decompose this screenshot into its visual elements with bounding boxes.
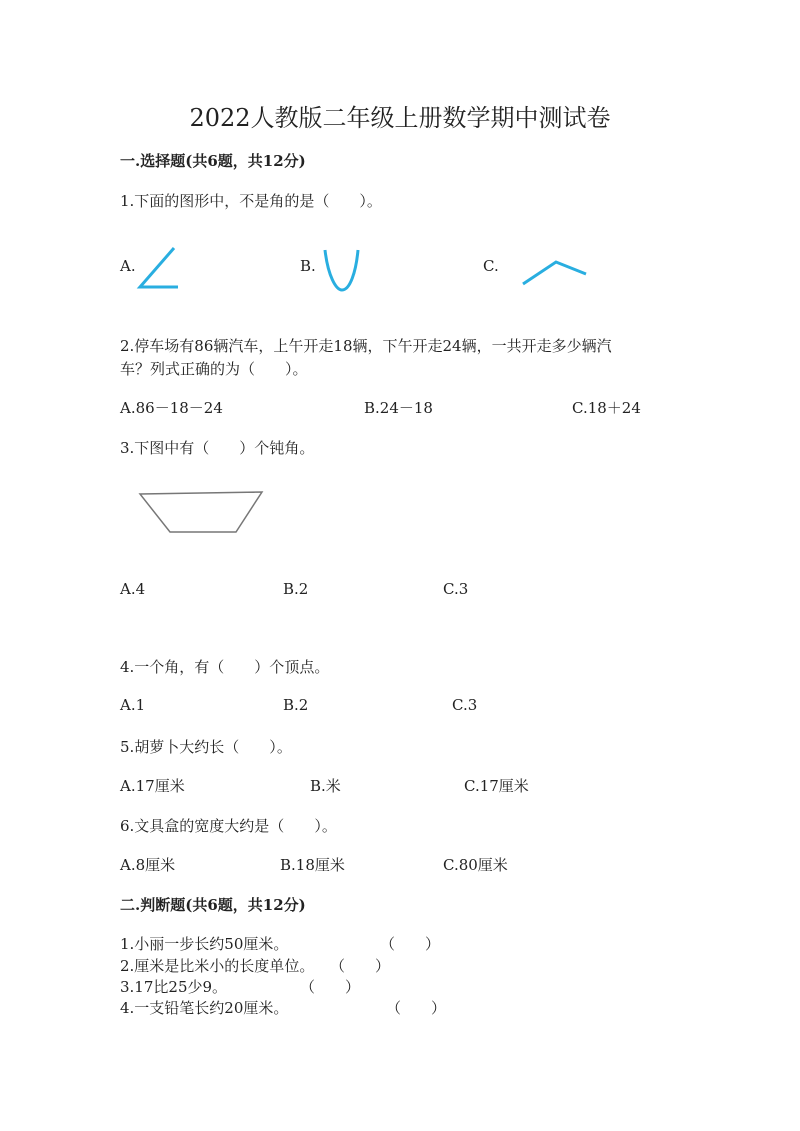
question-3: 3.下图中有（ ）个钝角。 <box>120 439 315 457</box>
angle-figure-a <box>136 244 182 290</box>
q2-option-a: A.86－18－24 <box>120 399 223 417</box>
question-6: 6.文具盒的宽度大约是（ ）。 <box>120 817 337 835</box>
curve-figure-b <box>322 248 362 294</box>
question-2-line-1: 2.停车场有86辆汽车，上午开走18辆，下午开走24辆，一共开走多少辆汽 <box>120 337 612 355</box>
q5-option-c: C.17厘米 <box>464 777 529 795</box>
question-1: 1.下面的图形中，不是角的是（ ）。 <box>120 192 382 210</box>
section-heading-judgement: 二.判断题(共6题，共12分) <box>120 896 306 914</box>
question-4: 4.一个角，有（ ）个顶点。 <box>120 658 330 676</box>
q2-option-c: C.18＋24 <box>572 399 641 417</box>
section-heading-choice: 一.选择题(共6题，共12分) <box>120 152 306 170</box>
q1-option-c: C. <box>483 257 499 275</box>
judge-item-4-blank: （ ） <box>386 999 447 1017</box>
q1-option-b: B. <box>300 257 316 275</box>
q3-option-b: B.2 <box>283 580 309 598</box>
trapezoid-figure <box>138 490 266 536</box>
q5-option-b: B.米 <box>310 777 341 795</box>
q3-option-a: A.4 <box>120 580 146 598</box>
q4-option-b: B.2 <box>283 696 309 714</box>
judge-item-4-text: 4.一支铅笔长约20厘米。 <box>120 999 289 1017</box>
judge-item-3-text: 3.17比25少9。 <box>120 978 228 996</box>
q4-option-a: A.1 <box>120 696 146 714</box>
q1-option-a: A. <box>120 257 136 275</box>
q4-option-c: C.3 <box>452 696 478 714</box>
judge-item-3-blank: （ ） <box>300 978 361 996</box>
q6-option-b: B.18厘米 <box>280 856 345 874</box>
q5-option-a: A.17厘米 <box>120 777 185 795</box>
judge-item-2-blank: （ ） <box>330 957 391 975</box>
angle-figure-c <box>520 256 590 288</box>
q3-option-c: C.3 <box>443 580 469 598</box>
judge-item-1-blank: （ ） <box>380 935 441 953</box>
page-title: 2022人教版二年级上册数学期中测试卷 <box>189 104 611 132</box>
judge-item-2-text: 2.厘米是比米小的长度单位。 <box>120 957 315 975</box>
question-2-line-2: 车？列式正确的为（ ）。 <box>120 360 308 378</box>
q2-option-b: B.24－18 <box>364 399 433 417</box>
q6-option-a: A.8厘米 <box>120 856 176 874</box>
judge-item-1-text: 1.小丽一步长约50厘米。 <box>120 935 289 953</box>
question-5: 5.胡萝卜大约长（ ）。 <box>120 738 292 756</box>
q6-option-c: C.80厘米 <box>443 856 508 874</box>
